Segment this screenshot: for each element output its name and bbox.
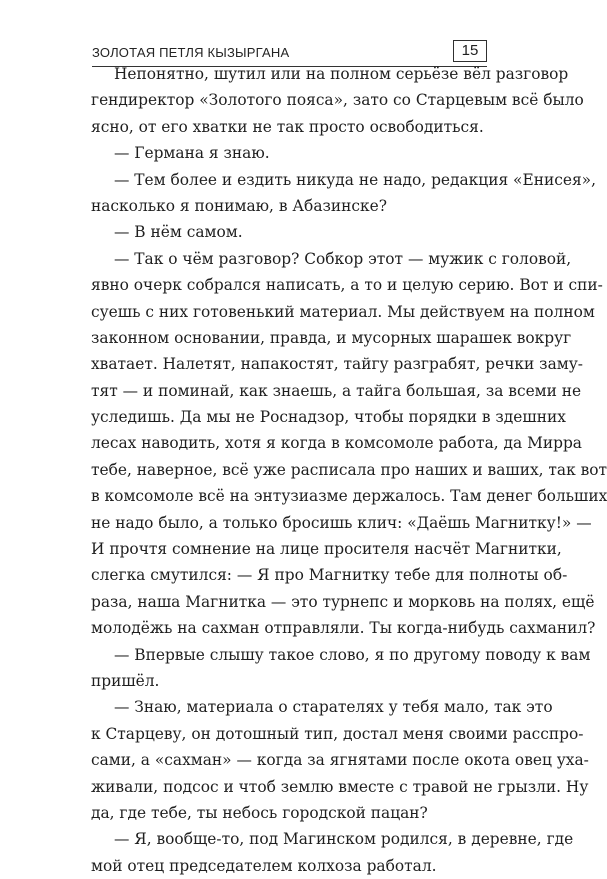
text-line: мой отец председателем колхоза работал. <box>91 856 437 875</box>
text-line: суешь с них готовенький материал. Мы действуем на полном <box>91 302 595 321</box>
text-line: раза, наша Магнитка — это турнепс и морковь на полях, ещё <box>91 592 595 611</box>
text-line: — Впервые слышу такое слово, я по другому поводу к вам <box>114 645 591 664</box>
text-line: лесах наводить, хотя я когда в комсомоле работа, да Мирра <box>91 434 582 453</box>
text-line: законном основании, правда, и мусорных шарашек вокруг <box>91 328 572 347</box>
text-line: тебе, наверное, всё уже расписала про наших и ваших, так вот <box>91 460 607 479</box>
text-line: — Я, вообще-то, под Магинском родился, в деревне, где <box>114 830 574 849</box>
text-line: явно очерк собрался написать, а то и целую серию. Вот и спи- <box>91 276 603 295</box>
text-line: живали, подсос и чтоб землю вместе с травой не грызли. Ну <box>91 777 589 796</box>
text-line: — Так о чём разговор? Собкор этот — мужик с головой, <box>114 249 572 268</box>
text-line: сами, а «сахман» — когда за ягнятами после окота овец уха- <box>91 751 589 770</box>
text-line: И прочтя сомнение на лице просителя насчёт Магнитки, <box>91 540 562 559</box>
text-line: молодёжь на сахман отправляли. Ты когда-нибудь сахманил? <box>91 619 596 638</box>
text-line: насколько я понимаю, в Абазинске? <box>91 196 388 215</box>
text-line: хватает. Налетят, напакостят, тайгу разграбят, речки заму- <box>91 355 583 374</box>
text-line: — Знаю, материала о старателях у тебя мало, так это <box>114 698 553 717</box>
text-line: не надо было, а только бросишь клич: «Даёшь Магнитку!» — <box>91 513 592 532</box>
text-line: да, где тебе, ты небось городской пацан? <box>91 803 428 822</box>
text-line: — Германа я знаю. <box>114 144 270 163</box>
page-number: 15 <box>453 40 487 62</box>
body-text <box>91 61 607 879</box>
text-line: слегка смутился: — Я про Магнитку тебе для полноты об- <box>91 566 568 585</box>
text-line: пришёл. <box>91 671 160 690</box>
text-line: Непонятно, шутил или на полном серьёзе вёл разговор <box>114 65 569 83</box>
text-line: уследишь. Да мы не Роснадзор, чтобы порядки в здешних <box>91 408 566 427</box>
text-line: в комсомоле всё на энтузиазме держалось. Там денег больших <box>91 487 607 506</box>
text-line: к Старцеву, он дотошный тип, достал меня своими расспро- <box>91 724 584 743</box>
text-line: ясно, от его хватки не так просто освободиться. <box>91 117 484 136</box>
running-head-title: ЗОЛОТАЯ ПЕТЛЯ КЫЗЫРГАНА <box>92 45 290 60</box>
text-line: гендиректор «Золотого пояса», зато со Старцевым всё было <box>91 91 584 110</box>
text-line: тят — и поминай, как знаешь, а тайга большая, за всеми не <box>91 381 582 400</box>
text-line: — В нём самом. <box>114 223 243 242</box>
text-line: — Тем более и ездить никуда не надо, редакция «Енисея», <box>114 170 596 189</box>
